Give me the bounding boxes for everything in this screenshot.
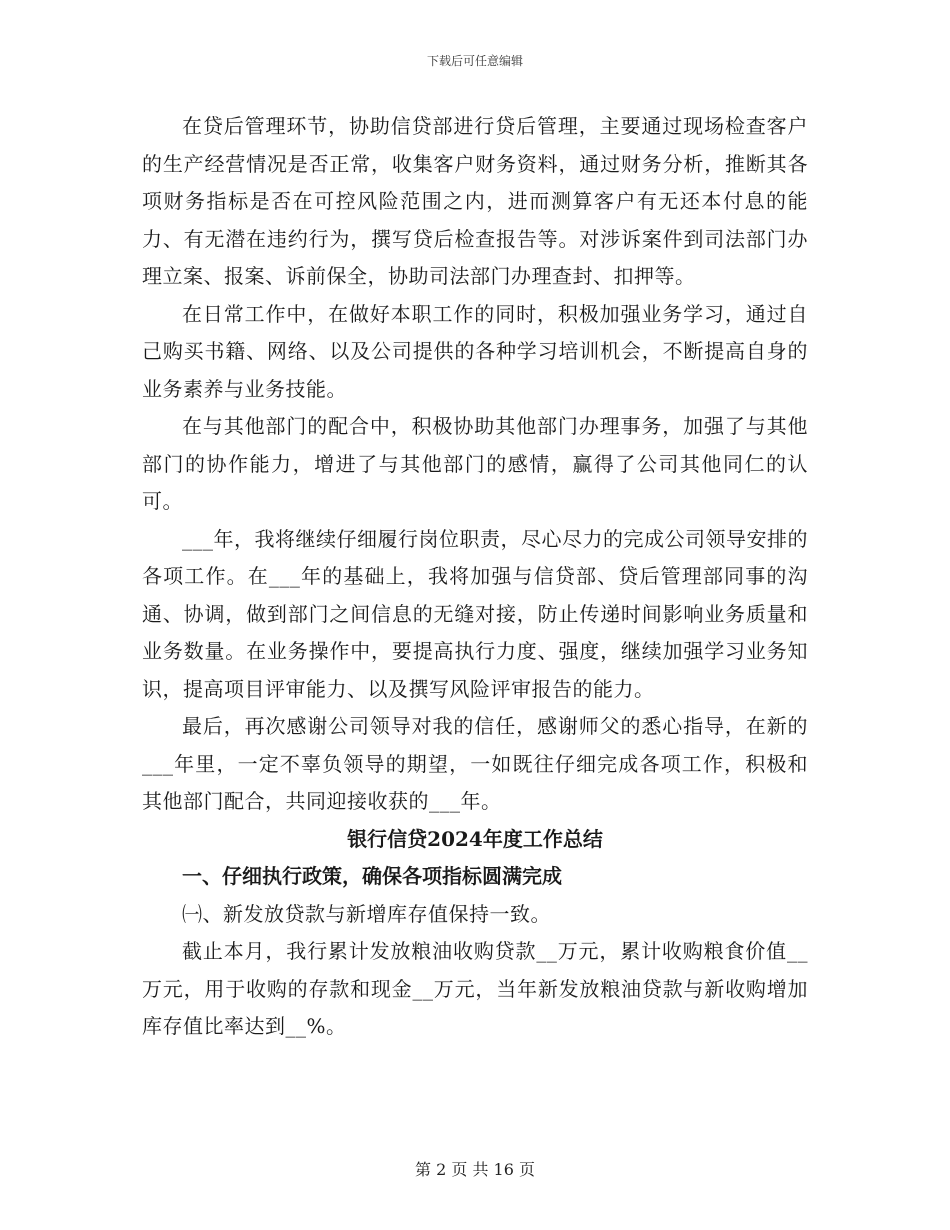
page-header: 下载后可任意编辑: [426, 54, 523, 68]
section-title: 银行信贷2024年度工作总结: [347, 826, 603, 851]
paragraph-daily-work: 在日常工作中，在做好本职工作的同时，积极加强业务学习，通过自己购买书籍、网络、以及公司提供的各种学习培训机会，不断提高自身的业务素养与业务技能。: [142, 301, 808, 401]
paragraph-post-loan-management: 在贷后管理环节，协助信贷部进行贷后管理，主要通过现场检查客户的生产经营情况是否正常，收集客户财务资料，通过财务分析，推断其各项财务指标是否在可控风险范围之内，进而测算客户有无还本付息的能力、有无潜在违约行为，撰写贷后检查报告等。对涉诉案件到司法部门办理立案、报案、诉前保全，协助司法部门办理查封、扣押等。: [142, 114, 808, 288]
section-subheading: ㈠、新发放贷款与新增库存值保持一致。: [182, 901, 551, 926]
section-heading: 一、仔细执行政策，确保各项指标圆满完成: [182, 864, 562, 888]
paragraph-cooperation: 在与其他部门的配合中，积极协助其他部门办理事务，加强了与其他部门的协作能力，增进了与其他部门的感情，赢得了公司其他同仁的认可。: [142, 414, 808, 513]
page-footer: 第 2 页 共 16 页: [415, 1160, 535, 1179]
paragraph-closing: 最后，再次感谢公司领导对我的信任，感谢师父的悉心指导，在新的___年里，一定不辜负领导的期望，一如既往仔细完成各项工作，积极和其他部门配合，共同迎接收获的___年。: [142, 714, 808, 813]
section-body: 截止本月，我行累计发放粮油收购贷款__万元，累计收购粮食价值__万元，用于收购的存款和现金__万元，当年新发放粮油贷款与新收购增加库存值比率达到__%。: [142, 939, 808, 1038]
document-body: [142, 108, 808, 1046]
paragraph-plan: ___年，我将继续仔细履行岗位职责，尽心尽力的完成公司领导安排的各项工作。在___年的基础上，我将加强与信贷部、贷后管理部同事的沟通、协调，做到部门之间信息的无缝对接，防止传递时间影响业务质量和业务数量。在业务操作中，要提高执行力度、强度，继续加强学习业务知识，提高项目评审能力、以及撰写风险评审报告的能力。: [142, 526, 808, 701]
